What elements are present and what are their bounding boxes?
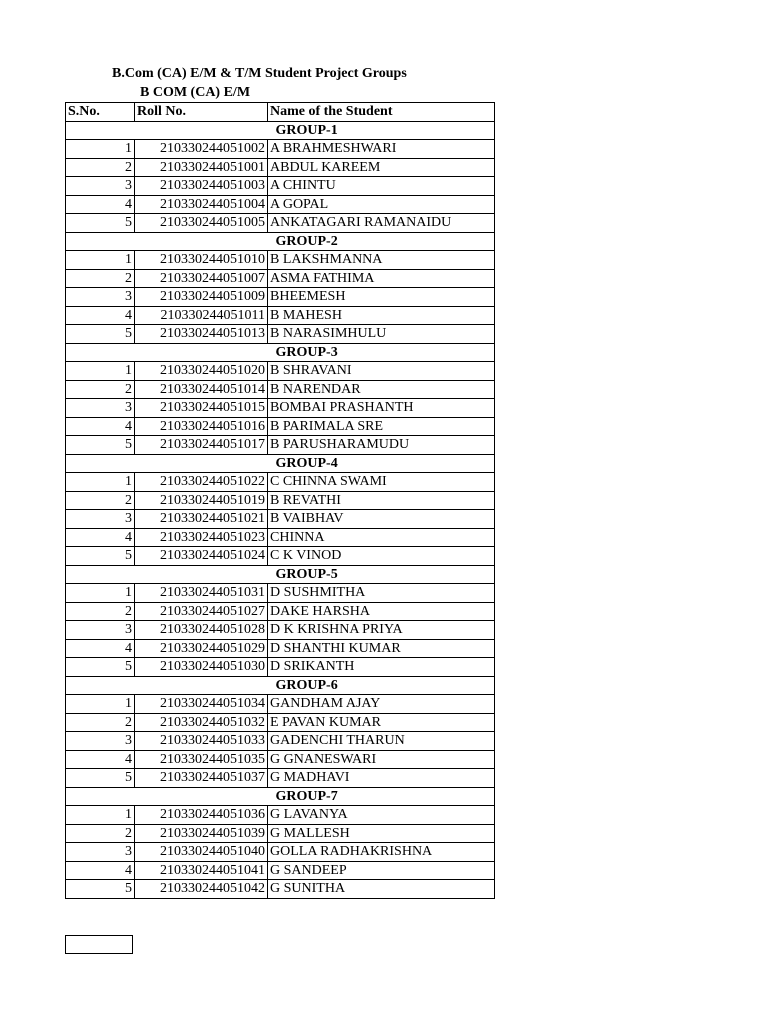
roll-number-cell: 210330244051032 [135,713,268,732]
table-row [66,251,495,270]
student-name-cell: GANDHAM AJAY [268,695,495,714]
roll-number-cell: 210330244051040 [135,843,268,862]
group-blank-cell [135,454,268,473]
serial-number-cell: 4 [66,639,135,658]
group-blank-cell [66,787,135,806]
serial-number-cell: 1 [66,140,135,159]
roll-number-cell: 210330244051017 [135,436,268,455]
serial-number-cell: 2 [66,158,135,177]
group-blank-cell [135,787,268,806]
table-row [66,547,495,566]
roll-number-cell: 210330244051021 [135,510,268,529]
serial-number-cell: 2 [66,380,135,399]
student-name-cell: C K VINOD [268,547,495,566]
serial-number-cell: 1 [66,806,135,825]
serial-number-cell: 2 [66,824,135,843]
serial-number-cell: 5 [66,547,135,566]
table-row [66,713,495,732]
table-row [66,750,495,769]
student-name-cell: D SHANTHI KUMAR [268,639,495,658]
roll-number-cell: 210330244051033 [135,732,268,751]
student-name-cell: ANKATAGARI RAMANAIDU [268,214,495,233]
group-label: GROUP-5 [268,565,495,584]
header-sno: S.No. [66,103,135,122]
header-name: Name of the Student [268,103,495,122]
serial-number-cell: 5 [66,658,135,677]
table-row [66,695,495,714]
serial-number-cell: 3 [66,177,135,196]
table-row [66,843,495,862]
table-row [66,269,495,288]
table-row [66,288,495,307]
student-name-cell: C CHINNA SWAMI [268,473,495,492]
roll-number-cell: 210330244051011 [135,306,268,325]
roll-number-cell: 210330244051029 [135,639,268,658]
table-row [66,510,495,529]
student-name-cell: B VAIBHAV [268,510,495,529]
student-name-cell: G MADHAVI [268,769,495,788]
serial-number-cell: 2 [66,491,135,510]
table-body [66,103,495,899]
table-row [66,380,495,399]
table-row [66,214,495,233]
serial-number-cell: 4 [66,417,135,436]
roll-number-cell: 210330244051005 [135,214,268,233]
table-row [66,769,495,788]
roll-number-cell: 210330244051002 [135,140,268,159]
student-name-cell: G SANDEEP [268,861,495,880]
serial-number-cell: 4 [66,861,135,880]
table-row [66,732,495,751]
serial-number-cell: 5 [66,880,135,899]
group-blank-cell [66,121,135,140]
header-row [66,103,495,122]
roll-number-cell: 210330244051007 [135,269,268,288]
group-header-row [66,232,495,251]
serial-number-cell: 4 [66,528,135,547]
group-label: GROUP-6 [268,676,495,695]
serial-number-cell: 5 [66,325,135,344]
student-name-cell: A CHINTU [268,177,495,196]
group-header-row [66,787,495,806]
student-name-cell: B PARIMALA SRE [268,417,495,436]
serial-number-cell: 5 [66,214,135,233]
table-row [66,861,495,880]
serial-number-cell: 2 [66,602,135,621]
serial-number-cell: 1 [66,695,135,714]
group-label: GROUP-7 [268,787,495,806]
table-row [66,362,495,381]
table-row [66,621,495,640]
student-name-cell: GOLLA RADHAKRISHNA [268,843,495,862]
roll-number-cell: 210330244051023 [135,528,268,547]
group-label: GROUP-3 [268,343,495,362]
serial-number-cell: 4 [66,306,135,325]
student-name-cell: BOMBAI PRASHANTH [268,399,495,418]
roll-number-cell: 210330244051010 [135,251,268,270]
roll-number-cell: 210330244051009 [135,288,268,307]
roll-number-cell: 210330244051041 [135,861,268,880]
serial-number-cell: 3 [66,288,135,307]
serial-number-cell: 5 [66,436,135,455]
roll-number-cell: 210330244051042 [135,880,268,899]
serial-number-cell: 3 [66,399,135,418]
student-name-cell: B NARASIMHULU [268,325,495,344]
serial-number-cell: 3 [66,843,135,862]
roll-number-cell: 210330244051014 [135,380,268,399]
student-name-cell: D SUSHMITHA [268,584,495,603]
student-name-cell: D SRIKANTH [268,658,495,677]
group-blank-cell [135,565,268,584]
table-row [66,824,495,843]
table-row [66,436,495,455]
roll-number-cell: 210330244051027 [135,602,268,621]
serial-number-cell: 1 [66,362,135,381]
student-name-cell: E PAVAN KUMAR [268,713,495,732]
student-name-cell: A GOPAL [268,195,495,214]
student-name-cell: CHINNA [268,528,495,547]
roll-number-cell: 210330244051003 [135,177,268,196]
student-name-cell: G MALLESH [268,824,495,843]
group-header-row [66,343,495,362]
table-row [66,491,495,510]
table-row [66,880,495,899]
student-name-cell: B NARENDAR [268,380,495,399]
group-header-row [66,121,495,140]
student-name-cell: G SUNITHA [268,880,495,899]
serial-number-cell: 4 [66,195,135,214]
serial-number-cell: 3 [66,510,135,529]
table-row [66,658,495,677]
student-name-cell: B REVATHI [268,491,495,510]
roll-number-cell: 210330244051001 [135,158,268,177]
serial-number-cell: 3 [66,621,135,640]
group-blank-cell [66,676,135,695]
table-row [66,473,495,492]
group-label: GROUP-4 [268,454,495,473]
table-row [66,195,495,214]
table-row [66,140,495,159]
roll-number-cell: 210330244051031 [135,584,268,603]
group-blank-cell [66,454,135,473]
group-blank-cell [66,343,135,362]
group-blank-cell [135,676,268,695]
student-name-cell: ASMA FATHIMA [268,269,495,288]
roll-number-cell: 210330244051030 [135,658,268,677]
roll-number-cell: 210330244051004 [135,195,268,214]
table-row [66,417,495,436]
table-row [66,399,495,418]
group-blank-cell [135,343,268,362]
table-row [66,158,495,177]
student-name-cell: GADENCHI THARUN [268,732,495,751]
group-label: GROUP-1 [268,121,495,140]
serial-number-cell: 1 [66,473,135,492]
student-name-cell: BHEEMESH [268,288,495,307]
roll-number-cell: 210330244051016 [135,417,268,436]
roll-number-cell: 210330244051036 [135,806,268,825]
group-blank-cell [66,232,135,251]
header-roll: Roll No. [135,103,268,122]
serial-number-cell: 2 [66,713,135,732]
serial-number-cell: 1 [66,251,135,270]
serial-number-cell: 4 [66,750,135,769]
group-label: GROUP-2 [268,232,495,251]
group-header-row [66,676,495,695]
table-row [66,177,495,196]
group-blank-cell [135,232,268,251]
student-name-cell: DAKE HARSHA [268,602,495,621]
student-groups-table [65,102,495,899]
document-title: B.Com (CA) E/M & T/M Student Project Groups [112,66,407,81]
student-name-cell: G GNANESWARI [268,750,495,769]
empty-cell-box [65,935,133,954]
serial-number-cell: 5 [66,769,135,788]
roll-number-cell: 210330244051035 [135,750,268,769]
table-row [66,325,495,344]
roll-number-cell: 210330244051019 [135,491,268,510]
serial-number-cell: 1 [66,584,135,603]
roll-number-cell: 210330244051024 [135,547,268,566]
student-name-cell: B SHRAVANI [268,362,495,381]
group-blank-cell [135,121,268,140]
table-row [66,584,495,603]
student-name-cell: D K KRISHNA PRIYA [268,621,495,640]
roll-number-cell: 210330244051013 [135,325,268,344]
student-name-cell: B PARUSHARAMUDU [268,436,495,455]
table-row [66,602,495,621]
student-name-cell: A BRAHMESHWARI [268,140,495,159]
student-name-cell: G LAVANYA [268,806,495,825]
table-row [66,306,495,325]
serial-number-cell: 2 [66,269,135,288]
group-header-row [66,454,495,473]
group-header-row [66,565,495,584]
roll-number-cell: 210330244051020 [135,362,268,381]
student-name-cell: B MAHESH [268,306,495,325]
student-name-cell: ABDUL KAREEM [268,158,495,177]
roll-number-cell: 210330244051034 [135,695,268,714]
roll-number-cell: 210330244051022 [135,473,268,492]
group-blank-cell [66,565,135,584]
table-row [66,806,495,825]
document-subtitle: B COM (CA) E/M [140,85,251,100]
roll-number-cell: 210330244051037 [135,769,268,788]
student-name-cell: B LAKSHMANNA [268,251,495,270]
roll-number-cell: 210330244051028 [135,621,268,640]
roll-number-cell: 210330244051039 [135,824,268,843]
roll-number-cell: 210330244051015 [135,399,268,418]
table-row [66,639,495,658]
table-row [66,528,495,547]
serial-number-cell: 3 [66,732,135,751]
